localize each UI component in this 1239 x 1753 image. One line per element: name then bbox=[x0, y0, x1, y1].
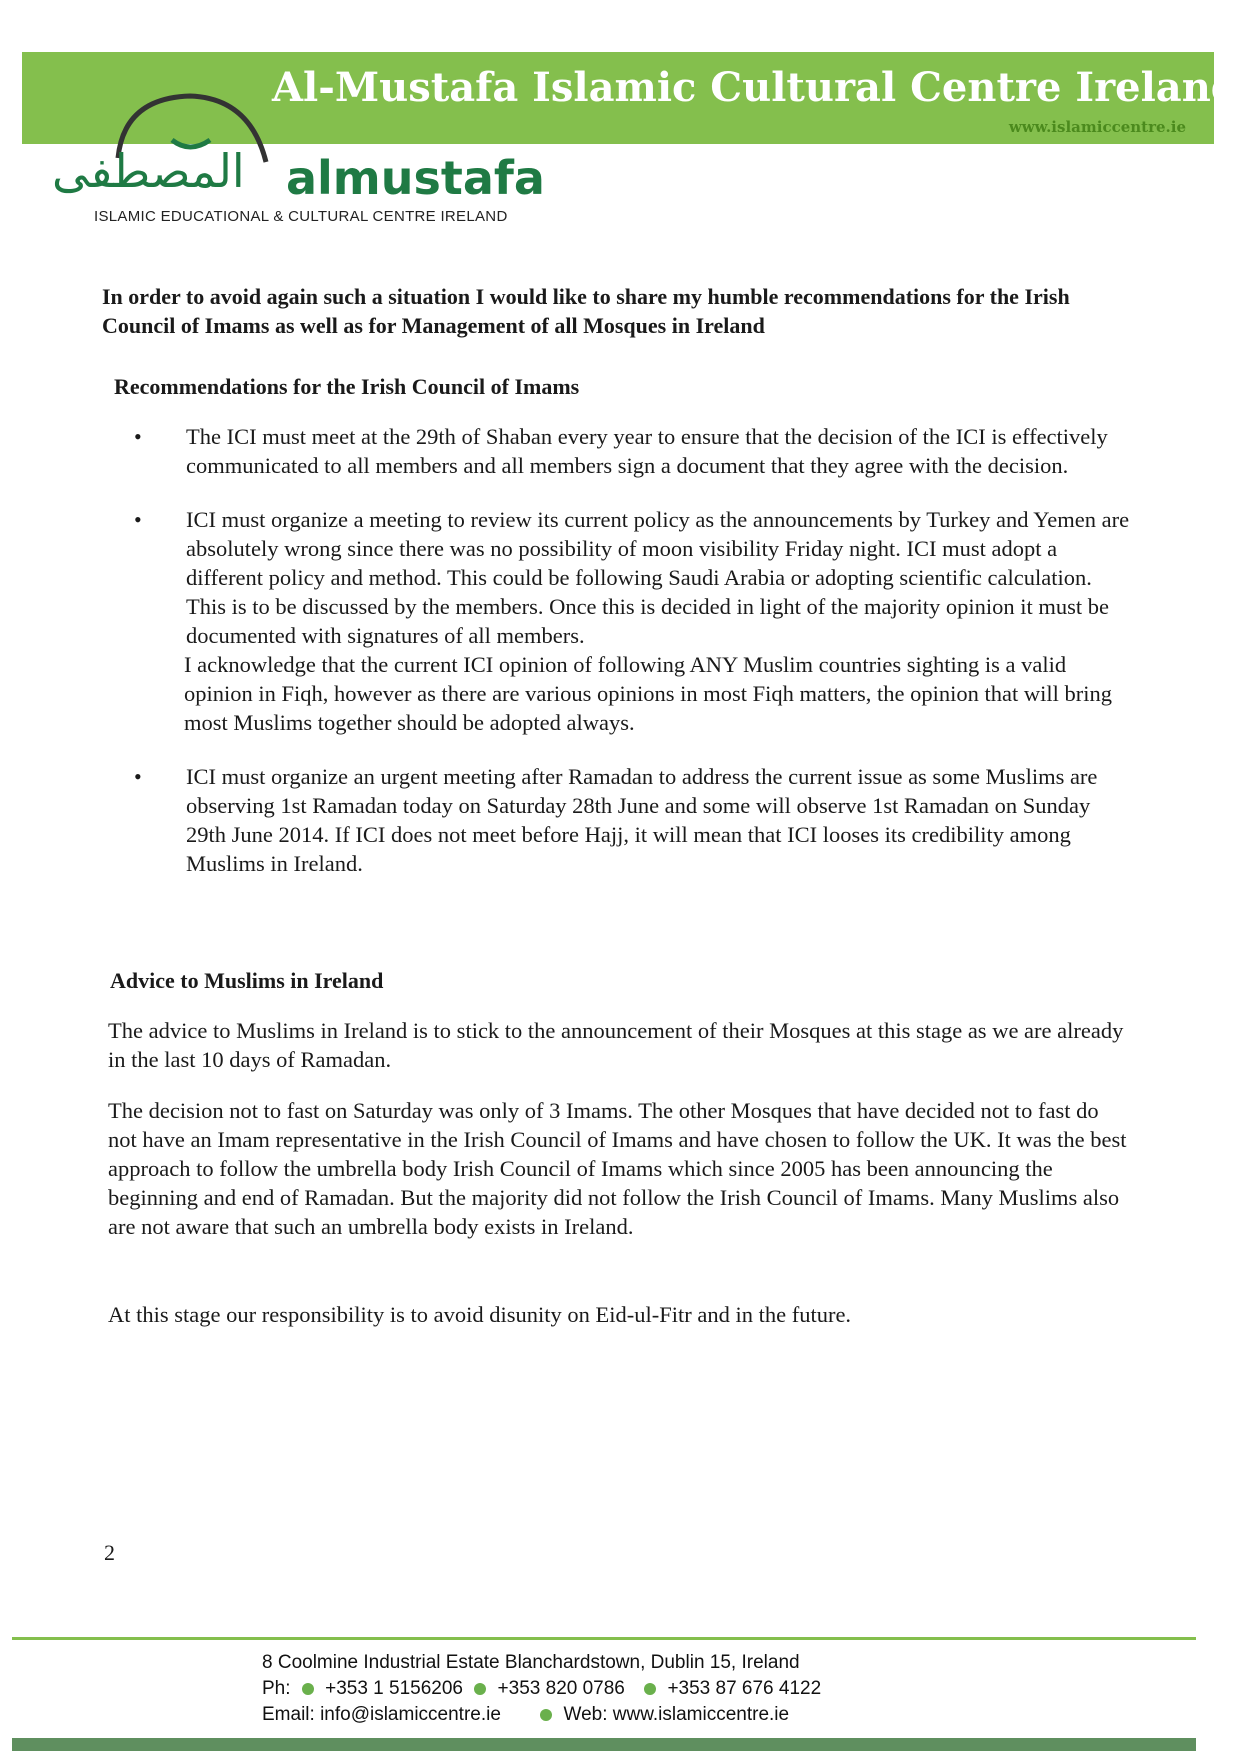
footer-phones bbox=[262, 1676, 821, 1702]
list-item-text: The ICI must meet at the 29th of Shaban every year to ensure that the decision of the ICI is effectively communicated to all members and all members sign a document that they agree with the decision. bbox=[186, 424, 1108, 478]
banner-website: www.islamiccentre.ie bbox=[1008, 118, 1186, 136]
footer-contact bbox=[262, 1650, 821, 1728]
intro-paragraph: In order to avoid again such a situation I would like to share my humble recommendations for the Irish Council of Imams as well as for Management of all Mosques in Ireland bbox=[102, 284, 1070, 338]
phone-label: Ph: bbox=[262, 1678, 291, 1699]
footer-web-row bbox=[262, 1702, 821, 1728]
footer-website: Web: www.islamiccentre.ie bbox=[563, 1704, 790, 1725]
recommendations-list bbox=[130, 422, 1130, 903]
page-number: 2 bbox=[104, 1540, 115, 1565]
advice-heading: Advice to Muslims in Ireland bbox=[110, 968, 384, 993]
footer-divider bbox=[12, 1637, 1196, 1640]
logo-arabic-text: المصطفى bbox=[52, 144, 245, 198]
advice-paragraph: At this stage our responsibility is to avoid disunity on Eid-ul-Fitr and in the future. bbox=[108, 1302, 852, 1327]
list-item bbox=[130, 762, 1130, 878]
list-item-text: ICI must organize a meeting to review its current policy as the announcements by Turkey and Yemen are absolutely wrong since there was no possibility of moon visibility Friday night. ICI must adopt a different policy and method. This could be following Saudi Arabia or adopting scientific calculation. This is to be discussed by the members. Once this is decided in light of the majority opinion it must be documented with signatures of all members. bbox=[186, 507, 1130, 648]
footer-email: Email: info@islamiccentre.ie bbox=[262, 1704, 501, 1725]
bullet-icon: • bbox=[134, 764, 142, 789]
bullet-dot-icon bbox=[644, 1683, 656, 1695]
recommendations-heading: Recommendations for the Irish Council of Imams bbox=[114, 374, 580, 399]
bullet-dot-icon bbox=[302, 1683, 314, 1695]
logo-wordmark: almustafa bbox=[286, 151, 545, 205]
bullet-dot-icon bbox=[474, 1683, 486, 1695]
logo-tagline: ISLAMIC EDUCATIONAL & CULTURAL CENTRE IRELAND bbox=[94, 208, 508, 225]
bullet-icon: • bbox=[134, 507, 142, 532]
bullet-dot-icon bbox=[540, 1709, 552, 1721]
advice-paragraph: The decision not to fast on Saturday was only of 3 Imams. The other Mosques that have decided not to fast do not have an Imam representative in the Irish Council of Imams and have chosen to follow the UK. It was the best approach to follow the umbrella body Irish Council of Imams which since 2005 has been announcing the beginning and end of Ramadan. But the majority did not follow the Irish Council of Imams. Many Muslims also are not aware that such an umbrella body exists in Ireland. bbox=[108, 1098, 1127, 1239]
list-item bbox=[130, 505, 1130, 737]
list-item-extra-text: I acknowledge that the current ICI opinion of following ANY Muslim countries sighting is a valid opinion in Fiqh, however as there are various opinions in most Fiqh matters, the opinion that will bring most Muslims together should be adopted always. bbox=[184, 652, 1113, 735]
advice-paragraph: The advice to Muslims in Ireland is to stick to the announcement of their Mosques at this stage as we are already in the last 10 days of Ramadan. bbox=[108, 1018, 1124, 1072]
list-item bbox=[130, 422, 1130, 480]
phone-number: +353 820 0786 bbox=[497, 1678, 625, 1699]
organization-title: Al-Mustafa Islamic Cultural Centre Ireland bbox=[272, 64, 1239, 111]
bullet-icon: • bbox=[134, 424, 142, 449]
list-item-text: ICI must organize an urgent meeting after Ramadan to address the current issue as some Muslims are observing 1st Ramadan today on Saturday 28th June and some will observe 1st Ramadan on Sunday 29th June 2014. If ICI does not meet before Hajj, it will mean that ICI looses its credibility among Muslims in Ireland. bbox=[186, 764, 1098, 876]
phone-number: +353 87 676 4122 bbox=[667, 1678, 822, 1699]
footer-address: 8 Coolmine Industrial Estate Blanchardstown, Dublin 15, Ireland bbox=[262, 1652, 800, 1673]
phone-number: +353 1 5156206 bbox=[325, 1678, 463, 1699]
footer-bar bbox=[12, 1738, 1196, 1751]
